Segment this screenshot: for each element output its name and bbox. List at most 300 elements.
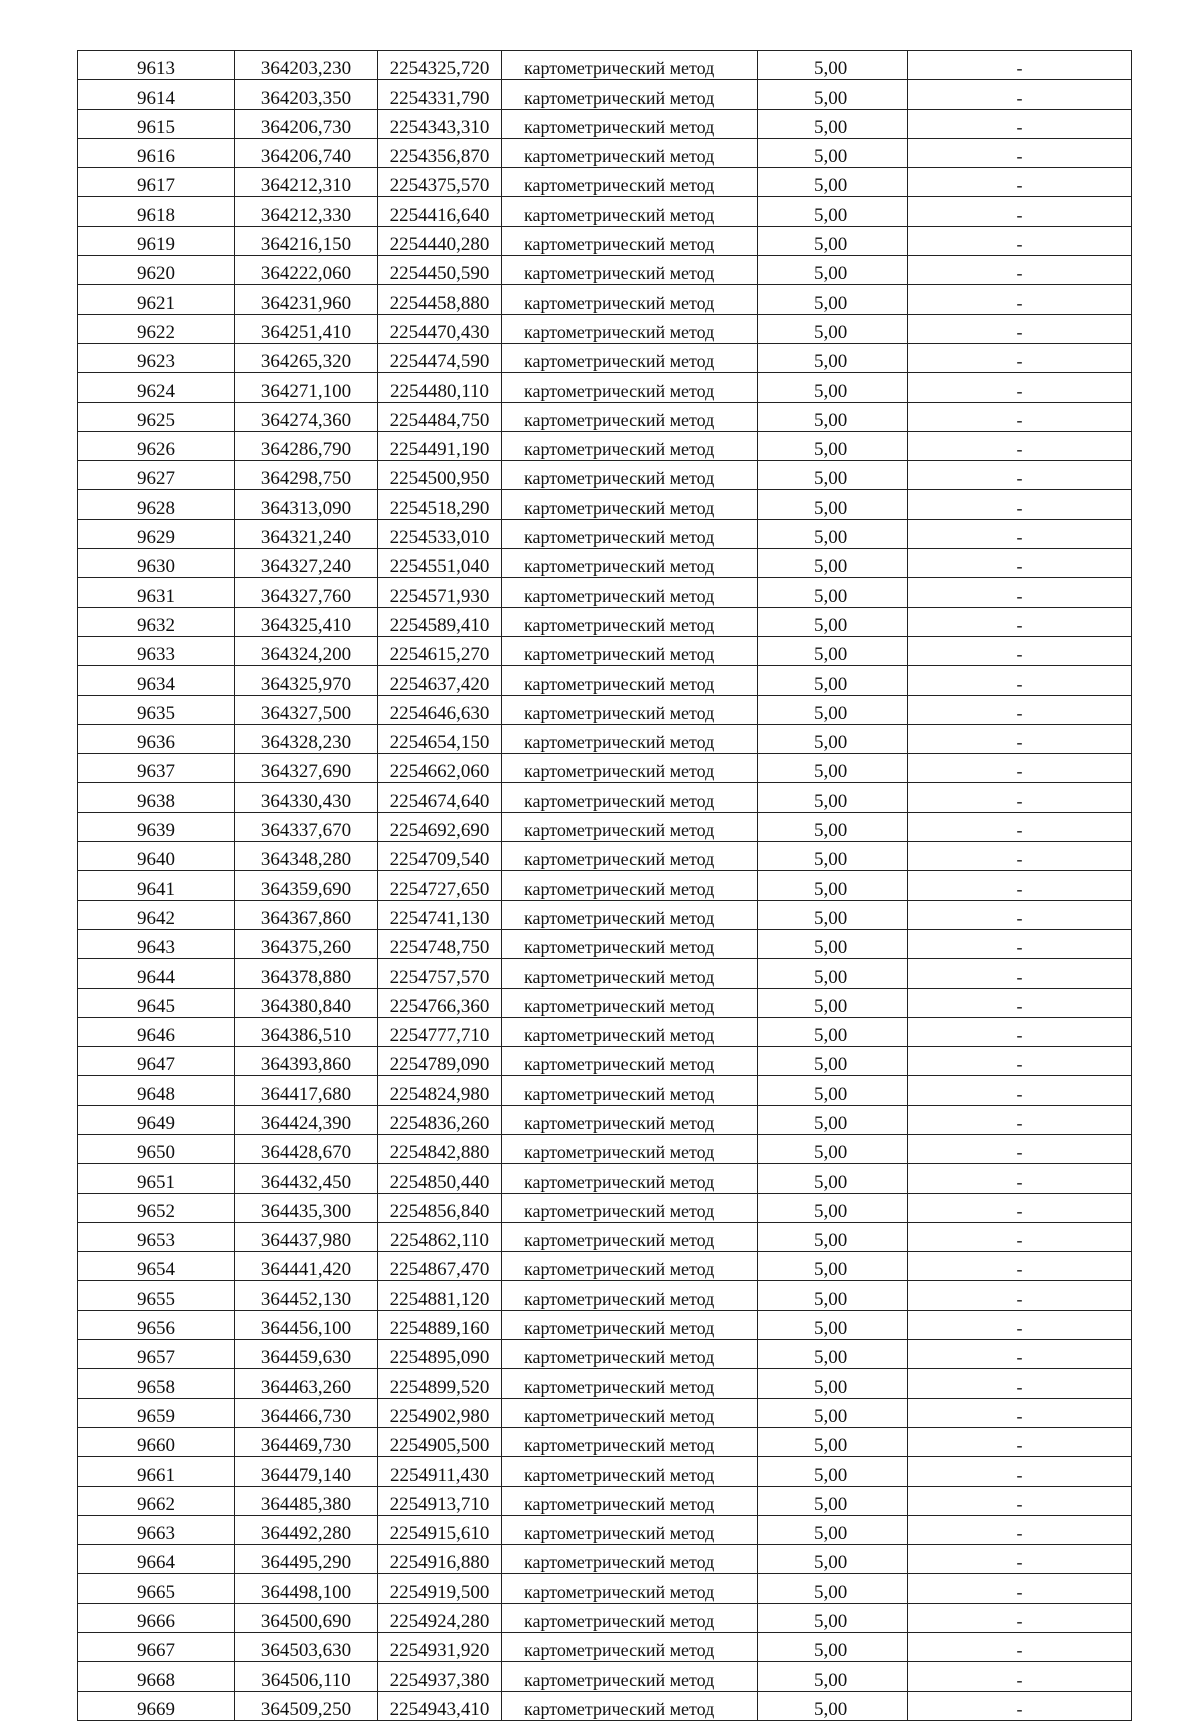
cell-coord-x: 364222,060 [235,256,378,285]
cell-coord-x: 364212,330 [235,197,378,226]
cell-point-number: 9639 [78,812,235,841]
table-row [78,1193,1132,1222]
cell-method: картометрический метод [502,256,758,285]
cell-accuracy: 5,00 [758,1193,908,1222]
cell-coord-x: 364428,670 [235,1134,378,1163]
cell-coord-y: 2254458,880 [378,285,502,314]
cell-method: картометрический метод [502,80,758,109]
table-row [78,1603,1132,1632]
table-row [78,812,1132,841]
cell-description: - [908,519,1132,548]
cell-coord-x: 364393,860 [235,1047,378,1076]
cell-coord-y: 2254911,430 [378,1457,502,1486]
cell-accuracy: 5,00 [758,256,908,285]
cell-description: - [908,666,1132,695]
table-row [78,1017,1132,1046]
cell-description: - [908,51,1132,80]
cell-coord-y: 2254356,870 [378,138,502,167]
cell-accuracy: 5,00 [758,226,908,255]
cell-description: - [908,80,1132,109]
cell-method: картометрический метод [502,314,758,343]
cell-coord-x: 364492,280 [235,1515,378,1544]
coordinates-table [77,50,1132,1721]
cell-description: - [908,1105,1132,1134]
table-row [78,168,1132,197]
cell-coord-x: 364298,750 [235,461,378,490]
cell-description: - [908,1427,1132,1456]
cell-accuracy: 5,00 [758,1310,908,1339]
table-row [78,549,1132,578]
cell-coord-x: 364509,250 [235,1691,378,1720]
table-row [78,607,1132,636]
cell-method: картометрический метод [502,1164,758,1193]
cell-accuracy: 5,00 [758,812,908,841]
cell-coord-y: 2254533,010 [378,519,502,548]
cell-coord-y: 2254836,260 [378,1105,502,1134]
cell-coord-x: 364327,240 [235,549,378,578]
cell-description: - [908,1252,1132,1281]
cell-accuracy: 5,00 [758,607,908,636]
cell-accuracy: 5,00 [758,636,908,665]
cell-method: картометрический метод [502,1076,758,1105]
table-row [78,1134,1132,1163]
cell-method: картометрический метод [502,636,758,665]
cell-description: - [908,959,1132,988]
cell-coord-y: 2254480,110 [378,373,502,402]
cell-coord-y: 2254654,150 [378,724,502,753]
cell-accuracy: 5,00 [758,724,908,753]
cell-accuracy: 5,00 [758,929,908,958]
cell-method: картометрический метод [502,519,758,548]
cell-description: - [908,754,1132,783]
cell-description: - [908,1017,1132,1046]
cell-point-number: 9664 [78,1545,235,1574]
cell-description: - [908,490,1132,519]
cell-coord-x: 364337,670 [235,812,378,841]
table-row [78,402,1132,431]
cell-description: - [908,1164,1132,1193]
cell-method: картометрический метод [502,959,758,988]
cell-description: - [908,431,1132,460]
table-row [78,988,1132,1017]
cell-coord-y: 2254902,980 [378,1398,502,1427]
cell-coord-x: 364437,980 [235,1222,378,1251]
table-row [78,226,1132,255]
table-row [78,1310,1132,1339]
cell-description: - [908,256,1132,285]
cell-coord-y: 2254915,610 [378,1515,502,1544]
cell-description: - [908,1047,1132,1076]
cell-coord-x: 364327,760 [235,578,378,607]
cell-coord-y: 2254692,690 [378,812,502,841]
cell-point-number: 9655 [78,1281,235,1310]
cell-method: картометрический метод [502,1515,758,1544]
cell-accuracy: 5,00 [758,138,908,167]
table-row [78,1340,1132,1369]
cell-accuracy: 5,00 [758,1281,908,1310]
cell-coord-x: 364313,090 [235,490,378,519]
cell-coord-y: 2254919,500 [378,1574,502,1603]
cell-point-number: 9645 [78,988,235,1017]
cell-coord-x: 364286,790 [235,431,378,460]
cell-coord-x: 364432,450 [235,1164,378,1193]
cell-coord-x: 364506,110 [235,1662,378,1691]
table-row [78,1486,1132,1515]
cell-accuracy: 5,00 [758,343,908,372]
cell-coord-x: 364375,260 [235,929,378,958]
cell-coord-y: 2254325,720 [378,51,502,80]
cell-accuracy: 5,00 [758,988,908,1017]
cell-description: - [908,1076,1132,1105]
table-row [78,1574,1132,1603]
cell-point-number: 9621 [78,285,235,314]
cell-coord-x: 364327,690 [235,754,378,783]
cell-point-number: 9654 [78,1252,235,1281]
cell-description: - [908,871,1132,900]
cell-point-number: 9663 [78,1515,235,1544]
cell-method: картометрический метод [502,549,758,578]
cell-coord-y: 2254343,310 [378,109,502,138]
cell-description: - [908,226,1132,255]
cell-description: - [908,373,1132,402]
cell-coord-x: 364231,960 [235,285,378,314]
cell-accuracy: 5,00 [758,168,908,197]
cell-point-number: 9659 [78,1398,235,1427]
cell-method: картометрический метод [502,1398,758,1427]
cell-coord-x: 364251,410 [235,314,378,343]
cell-point-number: 9617 [78,168,235,197]
cell-point-number: 9624 [78,373,235,402]
cell-coord-x: 364325,410 [235,607,378,636]
cell-accuracy: 5,00 [758,959,908,988]
cell-accuracy: 5,00 [758,431,908,460]
cell-method: картометрический метод [502,1633,758,1662]
cell-coord-x: 364459,630 [235,1340,378,1369]
cell-point-number: 9666 [78,1603,235,1632]
cell-accuracy: 5,00 [758,578,908,607]
cell-coord-y: 2254741,130 [378,900,502,929]
table-row [78,80,1132,109]
cell-point-number: 9632 [78,607,235,636]
cell-coord-y: 2254500,950 [378,461,502,490]
cell-accuracy: 5,00 [758,1662,908,1691]
cell-description: - [908,1457,1132,1486]
cell-accuracy: 5,00 [758,314,908,343]
cell-description: - [908,1662,1132,1691]
cell-description: - [908,812,1132,841]
cell-point-number: 9652 [78,1193,235,1222]
cell-method: картометрический метод [502,929,758,958]
cell-coord-x: 364274,360 [235,402,378,431]
cell-description: - [908,1545,1132,1574]
cell-coord-x: 364324,200 [235,636,378,665]
cell-coord-x: 364216,150 [235,226,378,255]
cell-point-number: 9657 [78,1340,235,1369]
cell-coord-y: 2254662,060 [378,754,502,783]
cell-coord-x: 364367,860 [235,900,378,929]
cell-accuracy: 5,00 [758,1047,908,1076]
cell-description: - [908,695,1132,724]
cell-method: картометрический метод [502,373,758,402]
cell-accuracy: 5,00 [758,1105,908,1134]
cell-method: картометрический метод [502,461,758,490]
cell-method: картометрический метод [502,871,758,900]
cell-coord-y: 2254571,930 [378,578,502,607]
cell-accuracy: 5,00 [758,842,908,871]
cell-accuracy: 5,00 [758,900,908,929]
cell-description: - [908,900,1132,929]
cell-coord-x: 364386,510 [235,1017,378,1046]
cell-coord-y: 2254615,270 [378,636,502,665]
cell-method: картометрический метод [502,1603,758,1632]
cell-coord-y: 2254789,090 [378,1047,502,1076]
coordinates-table-body [78,51,1132,1721]
cell-method: картометрический метод [502,109,758,138]
table-row [78,1427,1132,1456]
cell-accuracy: 5,00 [758,285,908,314]
cell-description: - [908,1574,1132,1603]
cell-description: - [908,1281,1132,1310]
cell-coord-y: 2254856,840 [378,1193,502,1222]
cell-coord-x: 364463,260 [235,1369,378,1398]
cell-accuracy: 5,00 [758,871,908,900]
cell-accuracy: 5,00 [758,1222,908,1251]
cell-description: - [908,1310,1132,1339]
cell-point-number: 9650 [78,1134,235,1163]
cell-method: картометрический метод [502,724,758,753]
cell-accuracy: 5,00 [758,490,908,519]
cell-point-number: 9634 [78,666,235,695]
cell-point-number: 9629 [78,519,235,548]
cell-method: картометрический метод [502,1457,758,1486]
cell-coord-x: 364203,350 [235,80,378,109]
cell-description: - [908,1691,1132,1720]
cell-point-number: 9623 [78,343,235,372]
cell-method: картометрический метод [502,1574,758,1603]
cell-coord-x: 364441,420 [235,1252,378,1281]
cell-coord-x: 364203,230 [235,51,378,80]
table-row [78,842,1132,871]
cell-accuracy: 5,00 [758,1076,908,1105]
cell-method: картометрический метод [502,343,758,372]
cell-method: картометрический метод [502,1427,758,1456]
table-row [78,461,1132,490]
table-row [78,1457,1132,1486]
cell-coord-y: 2254637,420 [378,666,502,695]
cell-point-number: 9668 [78,1662,235,1691]
cell-coord-x: 364435,300 [235,1193,378,1222]
cell-description: - [908,636,1132,665]
cell-coord-y: 2254895,090 [378,1340,502,1369]
table-row [78,1281,1132,1310]
cell-coord-y: 2254850,440 [378,1164,502,1193]
table-row [78,1545,1132,1574]
cell-coord-x: 364424,390 [235,1105,378,1134]
table-row [78,959,1132,988]
cell-method: картометрический метод [502,988,758,1017]
cell-accuracy: 5,00 [758,1515,908,1544]
cell-point-number: 9667 [78,1633,235,1662]
cell-method: картометрический метод [502,1105,758,1134]
cell-method: картометрический метод [502,900,758,929]
cell-coord-y: 2254331,790 [378,80,502,109]
table-row [78,1164,1132,1193]
table-row [78,490,1132,519]
cell-point-number: 9635 [78,695,235,724]
cell-accuracy: 5,00 [758,461,908,490]
cell-point-number: 9619 [78,226,235,255]
cell-point-number: 9625 [78,402,235,431]
cell-description: - [908,578,1132,607]
cell-point-number: 9642 [78,900,235,929]
table-row [78,1633,1132,1662]
cell-accuracy: 5,00 [758,1486,908,1515]
table-row [78,519,1132,548]
cell-point-number: 9627 [78,461,235,490]
cell-coord-x: 364380,840 [235,988,378,1017]
cell-point-number: 9638 [78,783,235,812]
cell-description: - [908,343,1132,372]
cell-coord-y: 2254674,640 [378,783,502,812]
table-row [78,636,1132,665]
cell-point-number: 9662 [78,1486,235,1515]
table-row [78,1222,1132,1251]
cell-coord-y: 2254766,360 [378,988,502,1017]
cell-method: картометрический метод [502,1134,758,1163]
cell-coord-y: 2254375,570 [378,168,502,197]
cell-accuracy: 5,00 [758,695,908,724]
cell-point-number: 9661 [78,1457,235,1486]
cell-point-number: 9613 [78,51,235,80]
cell-description: - [908,168,1132,197]
cell-point-number: 9656 [78,1310,235,1339]
cell-method: картометрический метод [502,51,758,80]
cell-method: картометрический метод [502,1486,758,1515]
cell-coord-y: 2254913,710 [378,1486,502,1515]
cell-accuracy: 5,00 [758,80,908,109]
cell-accuracy: 5,00 [758,1691,908,1720]
cell-method: картометрический метод [502,1047,758,1076]
cell-accuracy: 5,00 [758,1603,908,1632]
table-row [78,1076,1132,1105]
cell-coord-y: 2254470,430 [378,314,502,343]
cell-coord-y: 2254899,520 [378,1369,502,1398]
cell-method: картометрический метод [502,431,758,460]
cell-coord-x: 364452,130 [235,1281,378,1310]
cell-description: - [908,783,1132,812]
cell-coord-y: 2254777,710 [378,1017,502,1046]
cell-description: - [908,1633,1132,1662]
cell-method: картометрический метод [502,754,758,783]
cell-accuracy: 5,00 [758,1340,908,1369]
table-row [78,109,1132,138]
cell-point-number: 9616 [78,138,235,167]
table-row [78,197,1132,226]
table-row [78,1369,1132,1398]
cell-description: - [908,1486,1132,1515]
cell-coord-y: 2254589,410 [378,607,502,636]
cell-coord-x: 364498,100 [235,1574,378,1603]
table-row [78,1105,1132,1134]
cell-method: картометрический метод [502,226,758,255]
cell-point-number: 9653 [78,1222,235,1251]
table-row [78,754,1132,783]
cell-method: картометрический метод [502,1691,758,1720]
cell-coord-x: 364485,380 [235,1486,378,1515]
cell-description: - [908,1398,1132,1427]
table-row [78,695,1132,724]
cell-description: - [908,607,1132,636]
cell-description: - [908,138,1132,167]
table-row [78,314,1132,343]
cell-method: картометрический метод [502,1281,758,1310]
table-row [78,1515,1132,1544]
cell-coord-x: 364325,970 [235,666,378,695]
cell-description: - [908,1369,1132,1398]
cell-coord-y: 2254551,040 [378,549,502,578]
table-row [78,431,1132,460]
cell-description: - [908,724,1132,753]
cell-description: - [908,1222,1132,1251]
cell-coord-y: 2254867,470 [378,1252,502,1281]
table-row [78,256,1132,285]
cell-accuracy: 5,00 [758,197,908,226]
cell-accuracy: 5,00 [758,109,908,138]
cell-point-number: 9669 [78,1691,235,1720]
cell-method: картометрический метод [502,197,758,226]
cell-accuracy: 5,00 [758,1545,908,1574]
table-row [78,343,1132,372]
table-row [78,578,1132,607]
cell-coord-x: 364348,280 [235,842,378,871]
table-row [78,1691,1132,1720]
table-row [78,1662,1132,1691]
cell-point-number: 9626 [78,431,235,460]
cell-coord-x: 364265,320 [235,343,378,372]
cell-coord-y: 2254450,590 [378,256,502,285]
cell-method: картометрический метод [502,1662,758,1691]
cell-coord-x: 364206,730 [235,109,378,138]
cell-accuracy: 5,00 [758,783,908,812]
cell-accuracy: 5,00 [758,1252,908,1281]
cell-coord-x: 364500,690 [235,1603,378,1632]
table-row [78,138,1132,167]
cell-method: картометрический метод [502,1252,758,1281]
cell-coord-x: 364456,100 [235,1310,378,1339]
cell-coord-x: 364378,880 [235,959,378,988]
cell-coord-x: 364271,100 [235,373,378,402]
cell-coord-y: 2254748,750 [378,929,502,958]
cell-point-number: 9622 [78,314,235,343]
cell-accuracy: 5,00 [758,1574,908,1603]
cell-accuracy: 5,00 [758,1398,908,1427]
cell-coord-x: 364417,680 [235,1076,378,1105]
cell-accuracy: 5,00 [758,51,908,80]
cell-coord-y: 2254943,410 [378,1691,502,1720]
table-row [78,1398,1132,1427]
cell-method: картометрический метод [502,402,758,431]
table-row [78,929,1132,958]
table-row [78,51,1132,80]
cell-method: картометрический метод [502,578,758,607]
cell-point-number: 9631 [78,578,235,607]
cell-coord-y: 2254727,650 [378,871,502,900]
cell-accuracy: 5,00 [758,666,908,695]
cell-description: - [908,285,1132,314]
table-row [78,724,1132,753]
cell-point-number: 9646 [78,1017,235,1046]
cell-coord-y: 2254924,280 [378,1603,502,1632]
